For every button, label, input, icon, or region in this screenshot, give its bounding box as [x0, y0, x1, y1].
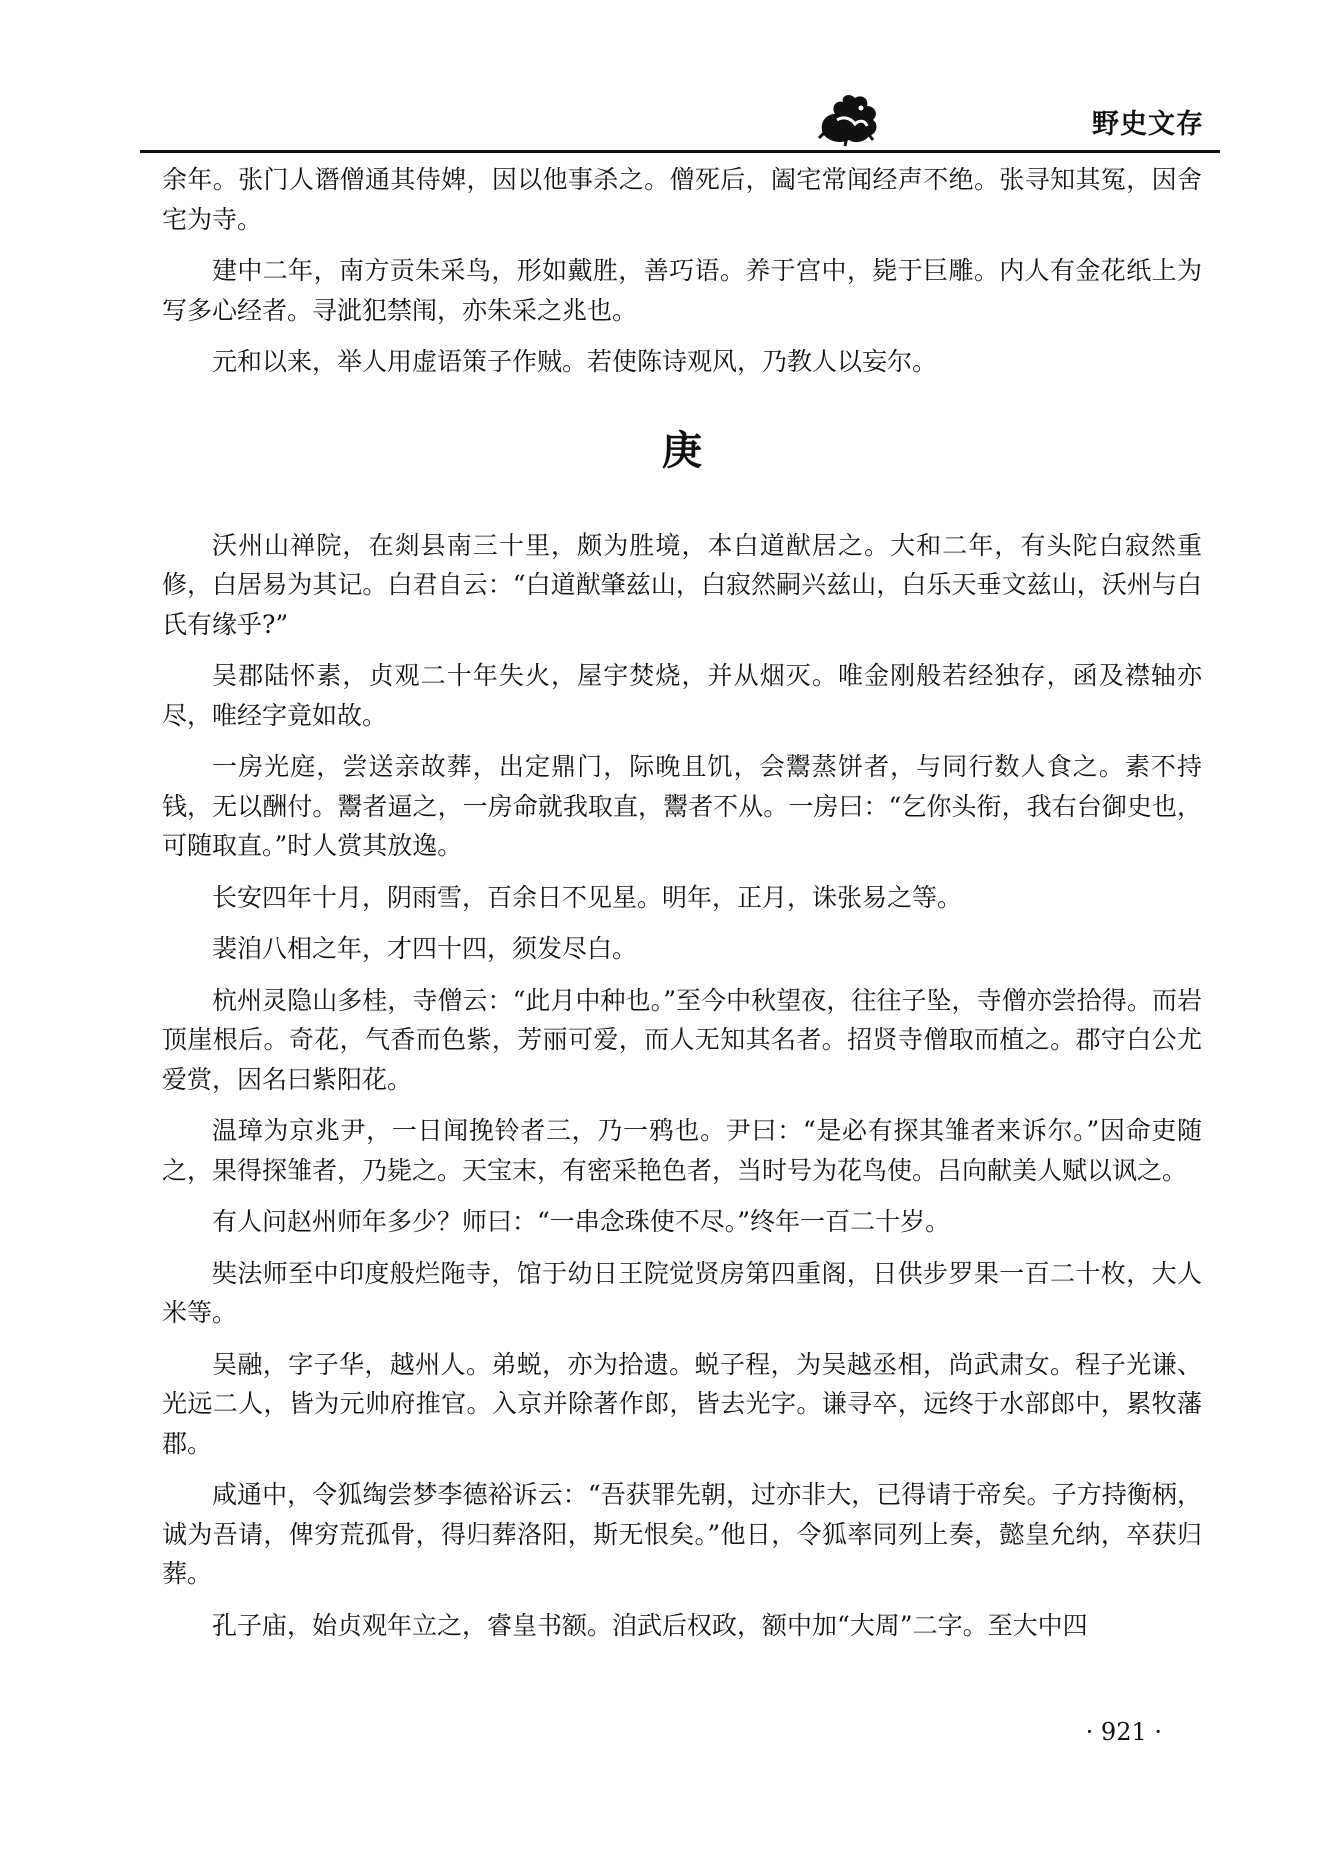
paragraph: 咸通中，令狐绹尝梦李德裕诉云：“吾获罪先朝，过亦非大，已得请于帝矣。子方持衡柄，诚为吾请，俾穷荒孤骨，得归葬洛阳，斯无恨矣。”他日，令狐率同列上奏，懿皇允纳，卒获归葬。 [162, 1480, 1202, 1588]
paragraph: 吴融，字子华，越州人。弟蜕，亦为拾遗。蜕子程，为吴越丞相，尚武肃女。程子光谦、光远二人，皆为元帅府推官。入京并除著作郎，皆去光字。谦寻卒，远终于水部郎中，累牧藩郡。 [162, 1349, 1202, 1458]
paragraph: 余年。张门人谮僧通其侍婢，因以他事杀之。僧死后，阖宅常闻经声不绝。张寻知其冤，因舍宅为寺。 [162, 165, 1202, 234]
book-series-title: 野史文存 [1092, 109, 1204, 140]
paragraph: 一房光庭，尝送亲故葬，出定鼎门，际晚且饥，会鬻蒸饼者，与同行数人食之。素不持钱，无以酬付。鬻者逼之，一房命就我取直，鬻者不从。一房曰：“乞你头衔，我右台御史也，可随取直。”时人赏其放逸。 [162, 752, 1202, 860]
paragraph: 元和以来，举人用虚语策子作贼。若使陈诗观风，乃教人以妄尔。 [212, 347, 938, 376]
paragraph: 长安四年十月，阴雨雪，百余日不见星。明年，正月，诛张易之等。 [212, 882, 963, 912]
paragraph: 奘法师至中印度般烂陁寺，馆于幼日王院觉贤房第四重阁，日供步罗果一百二十枚，大人米等。 [162, 1258, 1202, 1327]
header-rule [140, 150, 1220, 153]
page-header [140, 72, 1220, 152]
paragraph: 有人问赵州师年多少？师曰：“一串念珠使不尽。”终年一百二十岁。 [212, 1207, 951, 1236]
paragraph: 沃州山禅院，在剡县南三十里，颇为胜境，本白道猷居之。大和二年，有头陀白寂然重修，白居易为其记。白君自云：“白道猷肇兹山，白寂然嗣兴兹山，白乐天垂文兹山，沃州与白氏有缘乎?” [162, 530, 1202, 639]
page-number: · 921 · [1085, 1718, 1162, 1746]
paragraph: 温璋为京兆尹，一日闻挽铃者三，乃一鸦也。尹曰：“是必有探其雏者来诉尔。”因命吏随之，果得探雏者，乃毙之。天宝末，有密采艳色者，当时号为花鸟使。吕向献美人赋以讽之。 [162, 1116, 1202, 1185]
paragraph: 建中二年，南方贡朱采鸟，形如戴胜，善巧语。养于宫中，毙于巨雕。内人有金花纸上为写多心经者。寻泚犯禁闱，亦朱采之兆也。 [162, 256, 1202, 325]
section-heading: 庚 [662, 427, 702, 474]
paragraph: 裴洎八相之年，才四十四，须发尽白。 [212, 934, 638, 963]
paragraph: 孔子庙，始贞观年立之，睿皇书额。洎武后权政，额中加“大周”二字。至大中四 [212, 1610, 1088, 1640]
paragraph: 吴郡陆怀素，贞观二十年失火，屋宇焚烧，并从烟灭。唯金刚般若经独存，函及襟轴亦尽，唯经字竟如故。 [162, 661, 1202, 730]
page-body [162, 160, 1202, 1657]
dragon-icon [815, 90, 885, 148]
paragraph: 杭州灵隐山多桂，寺僧云：“此月中种也。”至今中秋望夜，往往子坠，寺僧亦尝拾得。而岩顶崖根后。奇花，气香而色紫，芳丽可爱，而人无知其名者。招贤寺僧取而植之。郡守白公尤爱赏，因名曰紫阳花。 [162, 985, 1202, 1094]
